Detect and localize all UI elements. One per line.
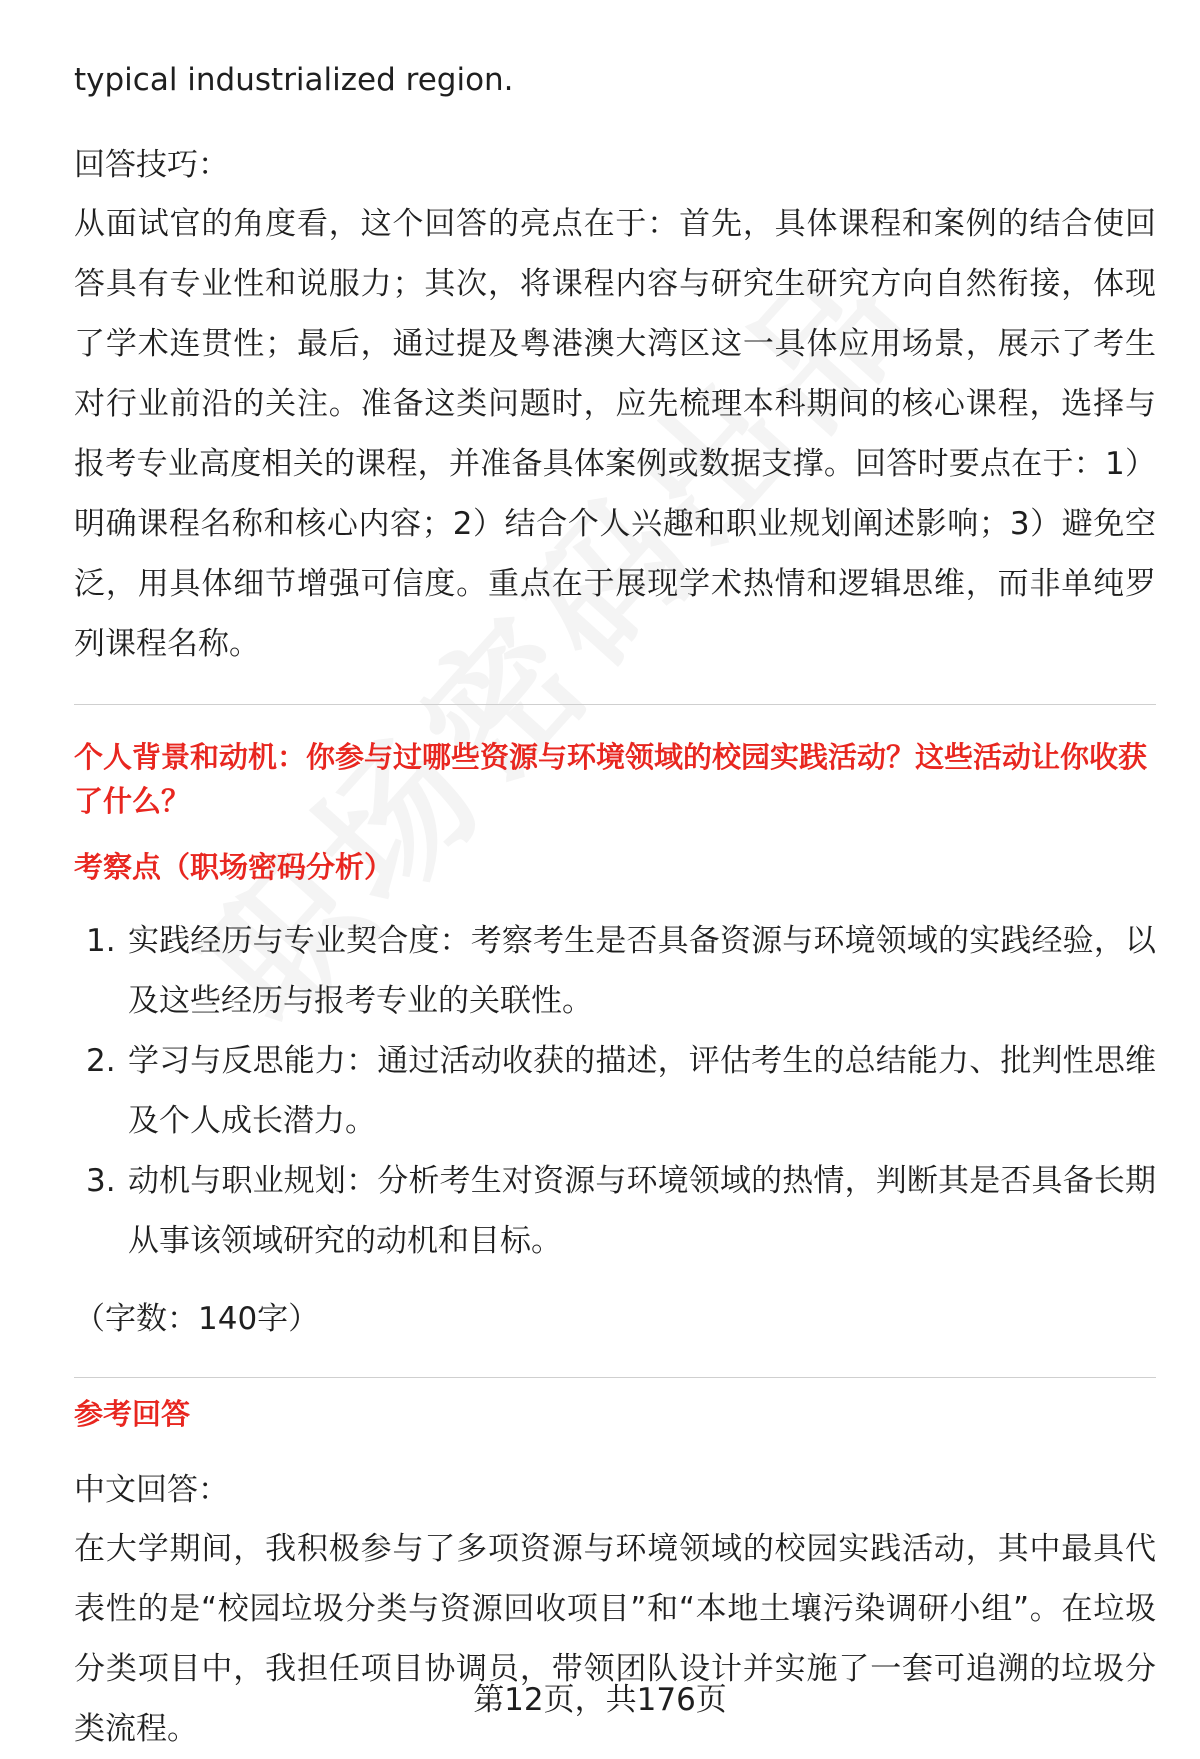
list-item-text: 实践经历与专业契合度：考察考生是否具备资源与环境领域的实践经验，以及这些经历与报考专业的关联性。 — [128, 923, 1156, 1019]
list-item — [74, 1151, 1156, 1271]
document-page — [74, 0, 1156, 1759]
list-item-number: 2. — [86, 1043, 116, 1079]
list-item-number: 3. — [86, 1163, 116, 1199]
chinese-answer-label: 中文回答： — [74, 1472, 229, 1508]
divider — [74, 704, 1156, 705]
tips-body: 从面试官的角度看，这个回答的亮点在于：首先，具体课程和案例的结合使回答具有专业性和说服力；其次，将课程内容与研究生研究方向自然衔接，体现了学术连贯性；最后，通过提及粤港澳大湾区这一具体应用场景，展示了考生对行业前沿的关注。准备这类问题时，应先梳理本科期间的核心课程，选择与报考专业高度相关的课程，并准备具体案例或数据支撑。回答时要点在于：1）明确课程名称和核心内容；2）结合个人兴趣和职业规划阐述影响；3）避免空泛，用具体细节增强可信度。重点在于展现学术热情和逻辑思维，而非单纯罗列课程名称。 — [74, 206, 1156, 662]
divider — [74, 1377, 1156, 1378]
page-number-footer: 第12页，共176页 — [473, 1682, 727, 1718]
tips-label: 回答技巧： — [74, 147, 229, 183]
list-item-number: 1. — [86, 923, 116, 959]
focus-points-list — [74, 911, 1156, 1271]
chinese-answer-body: 在大学期间，我积极参与了多项资源与环境领域的校园实践活动，其中最具代表性的是“校园垃圾分类与资源回收项目”和“本地土壤污染调研小组”。在垃圾分类项目中，我担任项目协调员，带领团队设计并实施了一套可追溯的垃圾分类流程。 — [74, 1531, 1156, 1747]
list-item — [74, 911, 1156, 1031]
question-title: 个人背景和动机：你参与过哪些资源与环境领域的校园实践活动？这些活动让你收获了什么？ — [74, 740, 1148, 818]
list-item — [74, 1031, 1156, 1151]
word-count: （字数：140字） — [74, 1301, 320, 1337]
list-item-text: 学习与反思能力：通过活动收获的描述，评估考生的总结能力、批判性思维及个人成长潜力。 — [128, 1043, 1156, 1139]
top-fragment: typical industrialized region. — [74, 62, 514, 98]
focus-heading: 考察点（职场密码分析） — [74, 850, 394, 884]
list-item-text: 动机与职业规划：分析考生对资源与环境领域的热情，判断其是否具备长期从事该领域研究的动机和目标。 — [128, 1163, 1156, 1259]
answer-heading: 参考回答 — [74, 1397, 191, 1431]
